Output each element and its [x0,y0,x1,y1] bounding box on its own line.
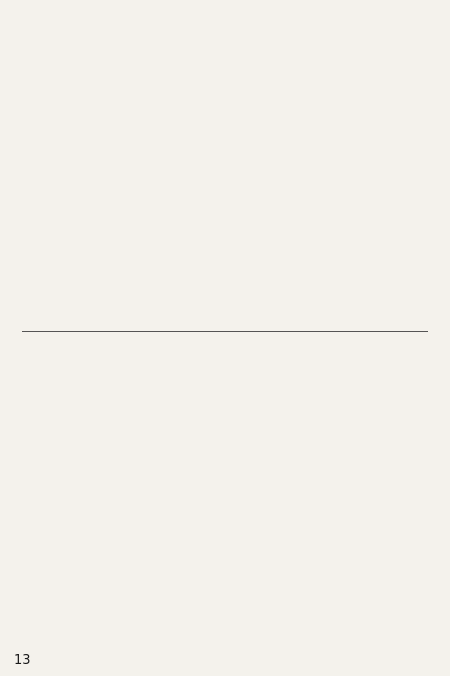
lower-text-block [18,340,428,648]
page-number: 13 [14,653,31,668]
section-divider [22,331,428,332]
lower-text-columns [18,340,428,648]
upper-text-columns [18,8,428,326]
upper-text-block [18,8,428,326]
